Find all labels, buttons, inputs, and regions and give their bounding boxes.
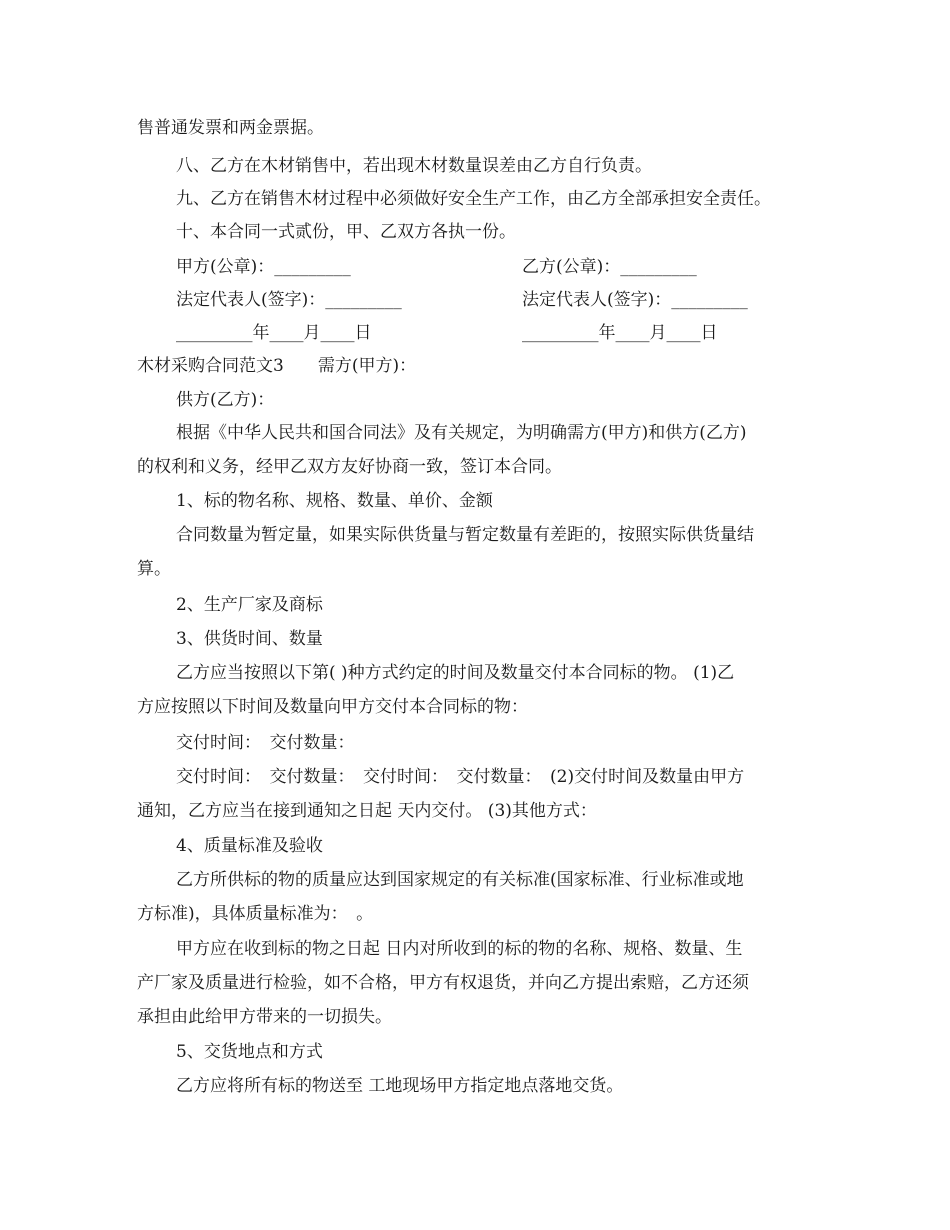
clause-heading: 3、供货时间、数量	[176, 629, 323, 649]
paragraph-line: 售普通发票和两金票据。	[137, 118, 324, 138]
paragraph-line: 的权利和义务，经甲乙双方友好协商一致，签订本合同。	[137, 457, 562, 477]
paragraph-line: 方应按照以下时间及数量向甲方交付本合同标的物：	[137, 697, 528, 717]
paragraph-line: 根据《中华人民共和国合同法》及有关规定，为明确需方(甲方)和供方(乙方)	[176, 423, 747, 443]
paragraph-line: 乙方所供标的物的质量应达到国家规定的有关标准(国家标准、行业标准或地	[176, 870, 744, 890]
paragraph-line: 方标准)，具体质量标准为： 。	[137, 904, 374, 924]
paragraph-line: 承担由此给甲方带来的一切损失。	[137, 1007, 392, 1027]
clause-heading: 4、质量标准及验收	[176, 836, 323, 856]
clause-heading: 2、生产厂家及商标	[176, 595, 323, 615]
party-b-seal: 乙方(公章)：_________	[522, 257, 697, 277]
clause-heading: 1、标的物名称、规格、数量、单价、金额	[176, 491, 493, 511]
paragraph-line: 十、本合同一式贰份，甲、乙双方各执一份。	[176, 222, 516, 242]
party-a-date: _________年____月____日	[176, 323, 372, 343]
party-a-representative: 法定代表人(签字)：_________	[176, 290, 402, 310]
paragraph-line: 九、乙方在销售木材过程中必须做好安全生产工作，由乙方全部承担安全责任。	[176, 189, 771, 209]
paragraph-line: 乙方应当按照以下第( )种方式约定的时间及数量交付本合同标的物。 (1)乙	[176, 663, 735, 683]
party-b-date: _________年____月____日	[522, 323, 718, 343]
paragraph-line: 产厂家及质量进行检验，如不合格，甲方有权退货，并向乙方提出索赔，乙方还须	[137, 973, 749, 993]
paragraph-line: 算。	[137, 559, 171, 579]
paragraph-line: 乙方应将所有标的物送至 工地现场甲方指定地点落地交货。	[176, 1076, 624, 1096]
party-b-representative: 法定代表人(签字)：_________	[522, 290, 748, 310]
paragraph-line: 甲方应在收到标的物之日起 日内对所收到的标的物的名称、规格、数量、生	[176, 939, 743, 959]
paragraph-line: 交付时间： 交付数量：	[176, 733, 355, 753]
section-heading: 木材采购合同范文3 需方(甲方)：	[137, 356, 417, 376]
party-a-seal: 甲方(公章)：_________	[176, 257, 351, 277]
clause-heading: 5、交货地点和方式	[176, 1042, 323, 1062]
paragraph-line: 交付时间： 交付数量： 交付时间： 交付数量： (2)交付时间及数量由甲方	[176, 767, 745, 787]
paragraph-line: 合同数量为暂定量，如果实际供货量与暂定数量有差距的，按照实际供货量结	[176, 525, 754, 545]
paragraph-line: 供方(乙方)：	[176, 390, 275, 410]
paragraph-line: 八、乙方在木材销售中，若出现木材数量误差由乙方自行负责。	[176, 156, 652, 176]
paragraph-line: 通知，乙方应当在接到通知之日起 天内交付。 (3)其他方式：	[137, 801, 597, 821]
